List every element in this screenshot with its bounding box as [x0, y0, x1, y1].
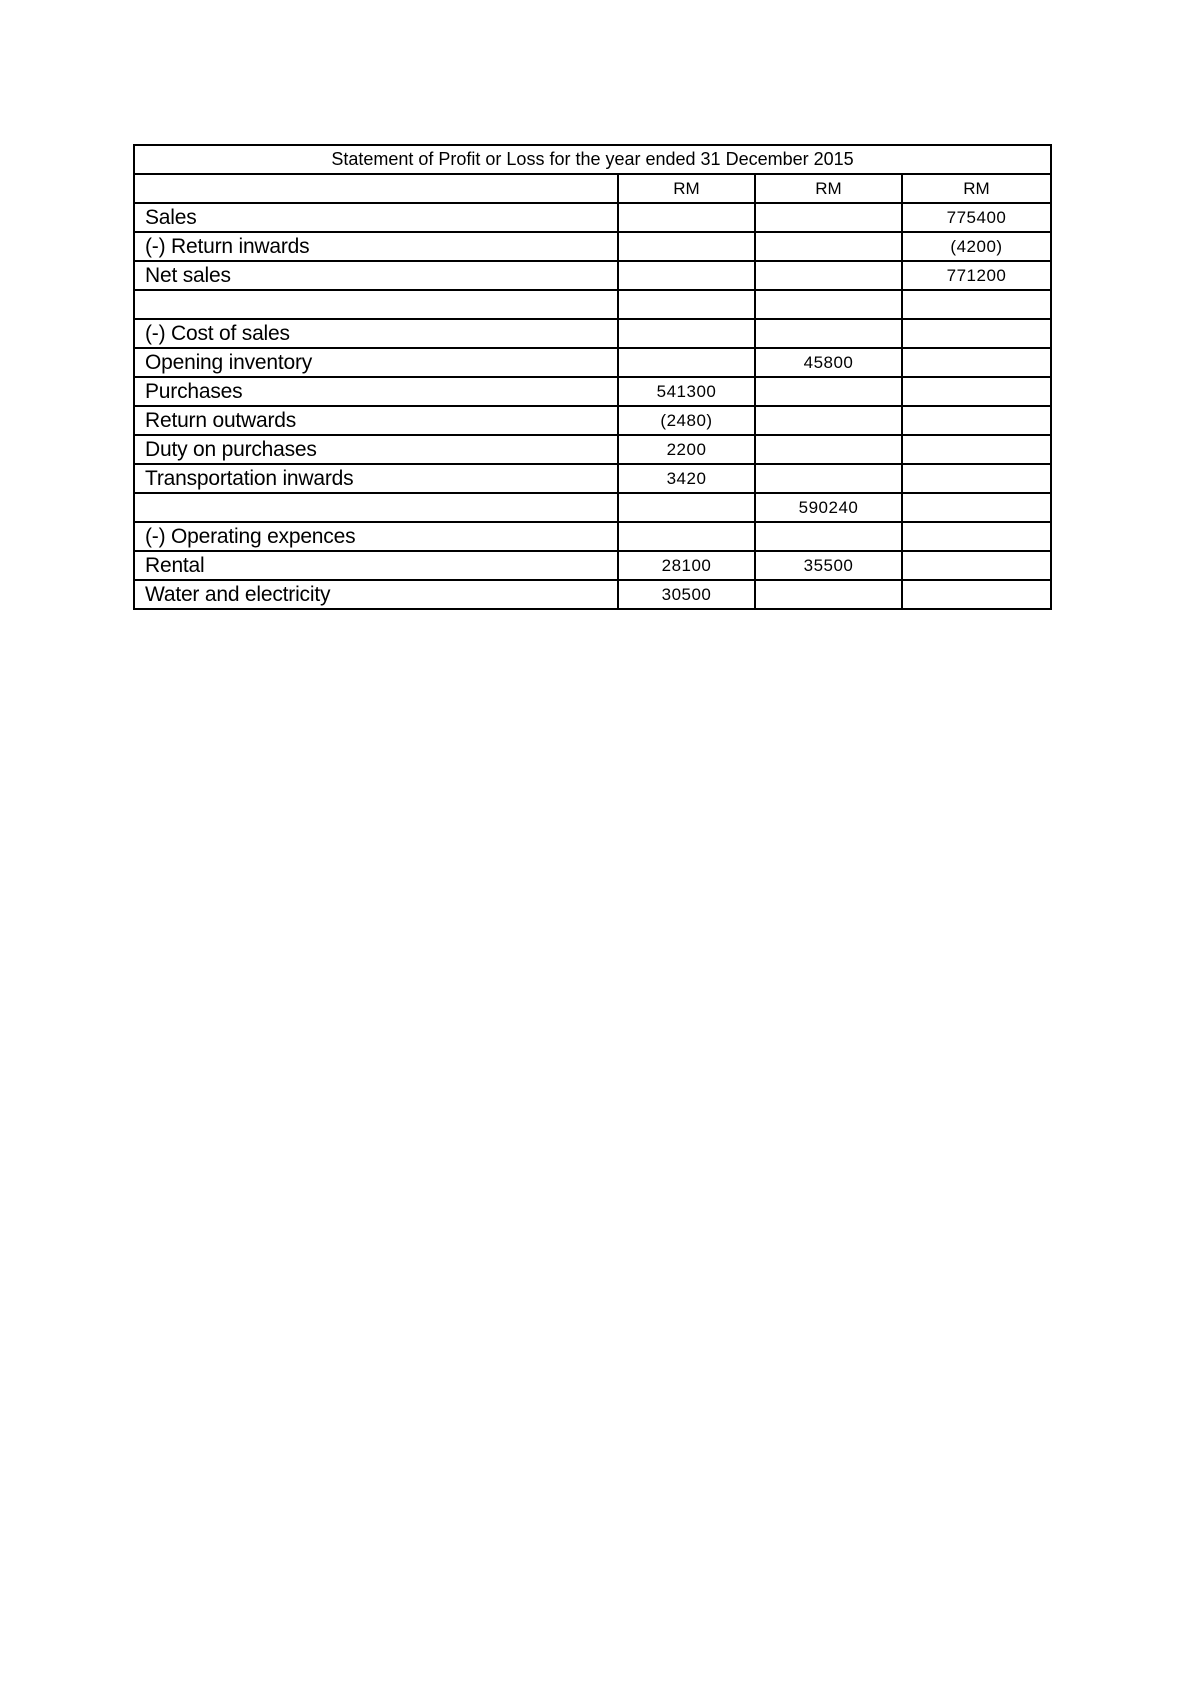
table-row	[134, 551, 1051, 580]
amount-cell: 775400	[902, 203, 1051, 232]
amount-cell: 2200	[618, 435, 755, 464]
amount-cell	[618, 261, 755, 290]
amount-cell	[902, 319, 1051, 348]
amount-cell	[755, 377, 902, 406]
table-row	[134, 232, 1051, 261]
amount-cell: (4200)	[902, 232, 1051, 261]
row-label: (-) Return inwards	[134, 232, 618, 261]
amount-cell	[902, 290, 1051, 319]
currency-header-row	[134, 174, 1051, 203]
amount-cell	[902, 464, 1051, 493]
table-row	[134, 493, 1051, 522]
header-label-cell	[134, 174, 618, 203]
amount-cell	[902, 348, 1051, 377]
row-label: Opening inventory	[134, 348, 618, 377]
amount-cell: 541300	[618, 377, 755, 406]
table-row	[134, 377, 1051, 406]
amount-cell	[902, 406, 1051, 435]
row-label: (-) Operating expences	[134, 522, 618, 551]
currency-header: RM	[755, 174, 902, 203]
amount-cell	[902, 377, 1051, 406]
amount-cell	[755, 522, 902, 551]
amount-cell	[618, 522, 755, 551]
statement-title: Statement of Profit or Loss for the year ended 31 December 2015	[134, 145, 1051, 174]
row-label: Return outwards	[134, 406, 618, 435]
amount-cell	[755, 203, 902, 232]
row-label: Transportation inwards	[134, 464, 618, 493]
table-row	[134, 319, 1051, 348]
row-label: Duty on purchases	[134, 435, 618, 464]
amount-cell	[755, 319, 902, 348]
table-row	[134, 348, 1051, 377]
amount-cell	[755, 232, 902, 261]
table-row	[134, 435, 1051, 464]
row-label: Net sales	[134, 261, 618, 290]
amount-cell	[618, 203, 755, 232]
currency-header: RM	[902, 174, 1051, 203]
amount-cell	[902, 551, 1051, 580]
table-row	[134, 261, 1051, 290]
amount-cell	[902, 522, 1051, 551]
amount-cell	[902, 435, 1051, 464]
amount-cell	[902, 493, 1051, 522]
amount-cell	[755, 464, 902, 493]
table-row	[134, 464, 1051, 493]
amount-cell	[755, 406, 902, 435]
amount-cell: (2480)	[618, 406, 755, 435]
currency-header: RM	[618, 174, 755, 203]
amount-cell	[902, 580, 1051, 609]
table-row	[134, 203, 1051, 232]
amount-cell	[618, 348, 755, 377]
amount-cell	[755, 435, 902, 464]
amount-cell: 771200	[902, 261, 1051, 290]
table-row	[134, 580, 1051, 609]
amount-cell	[755, 261, 902, 290]
amount-cell	[618, 319, 755, 348]
row-label: Sales	[134, 203, 618, 232]
profit-loss-table	[133, 144, 1052, 610]
row-label	[134, 290, 618, 319]
table-row	[134, 406, 1051, 435]
amount-cell	[755, 290, 902, 319]
row-label: Rental	[134, 551, 618, 580]
row-label: (-) Cost of sales	[134, 319, 618, 348]
row-label: Purchases	[134, 377, 618, 406]
row-label: Water and electricity	[134, 580, 618, 609]
table-row	[134, 290, 1051, 319]
amount-cell: 28100	[618, 551, 755, 580]
title-row	[134, 145, 1051, 174]
amount-cell: 35500	[755, 551, 902, 580]
amount-cell: 590240	[755, 493, 902, 522]
amount-cell	[618, 290, 755, 319]
amount-cell: 30500	[618, 580, 755, 609]
table-row	[134, 522, 1051, 551]
amount-cell: 3420	[618, 464, 755, 493]
row-label	[134, 493, 618, 522]
amount-cell	[755, 580, 902, 609]
amount-cell	[618, 493, 755, 522]
amount-cell: 45800	[755, 348, 902, 377]
amount-cell	[618, 232, 755, 261]
